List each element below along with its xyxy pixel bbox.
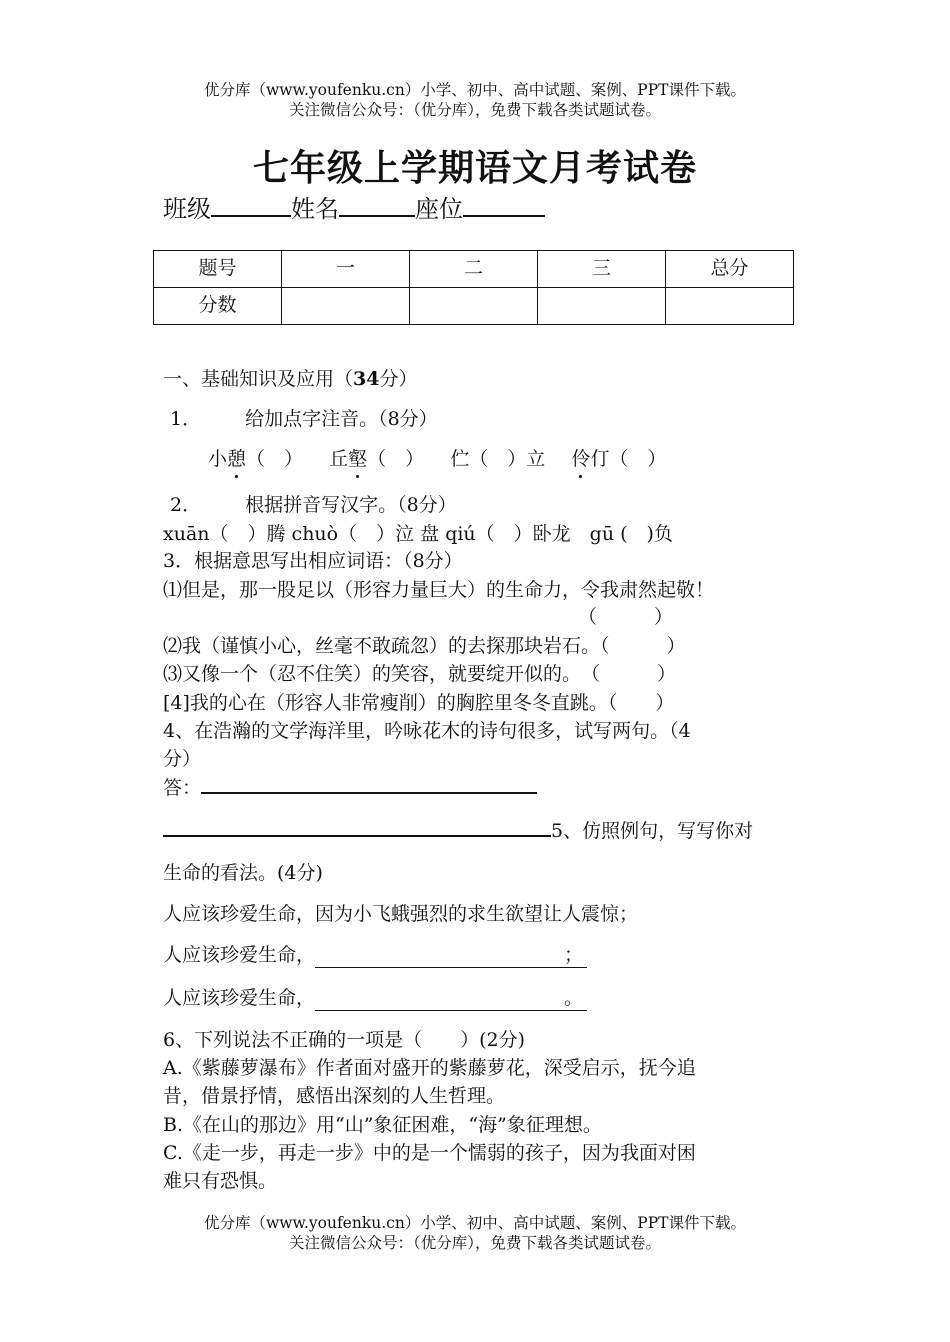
section-1-heading: 一、基础知识及应用（34分） [163, 368, 418, 390]
option-c-cont: 难只有恐惧。 [163, 1170, 278, 1192]
name-label: 姓名 [291, 195, 339, 223]
question-2 [170, 490, 457, 517]
option-a-cont: 昔，借景抒情，感悟出深刻的人生哲理。 [163, 1085, 506, 1107]
question-4-cont: 分） [163, 748, 202, 770]
student-info [163, 189, 545, 224]
question-4-answer [163, 773, 537, 800]
question-text: 给加点字注音。（8分） [245, 408, 438, 430]
score-input-cell[interactable] [666, 288, 794, 325]
list-item: 伶仃（ ） [571, 448, 666, 470]
question-5 [163, 816, 753, 843]
question-5-line-2: 人应该珍爱生命， 。 [163, 983, 587, 1011]
score-cell: 分数 [154, 288, 282, 325]
footer-line-2: 关注微信公众号：（优分库），免费下载各类试题试卷。 [288, 1234, 661, 1252]
seat-blank[interactable] [463, 215, 545, 217]
question-5-text: 5、仿照例句，写写你对 [551, 820, 754, 842]
option-a: A.《紫藤萝瀑布》作者面对盛开的紫藤萝花，深受启示，抚今追 [163, 1057, 696, 1079]
option-c: C.《走一步，再走一步》中的是一个懦弱的孩子，因为我面对困 [163, 1142, 696, 1164]
question-text: 根据拼音写汉字。（8分） [245, 494, 457, 516]
score-input-cell[interactable] [282, 288, 410, 325]
footer-line-1: 优分库（www.youfenku.cn）小学、初中、高中试题、案例、PPT课件下载。 [203, 1214, 747, 1232]
question-3-item-1: ⑴但是，那一股足以（形容力量巨大）的生命力，令我肃然起敬！ [163, 579, 715, 601]
question-3-item-3: ⑶又像一个（忍不住笑）的笑容，就要绽开似的。 （ ） [163, 663, 677, 685]
option-b: B.《在山的那边》用“山”象征困难，“海”象征理想。 [163, 1114, 602, 1136]
answer-line-2[interactable] [163, 835, 551, 837]
score-table-header-row [154, 251, 794, 288]
seat-label: 座位 [415, 195, 463, 223]
score-input-cell[interactable] [410, 288, 538, 325]
list-item: 伫（ ）立 [450, 448, 546, 470]
class-blank[interactable] [211, 215, 291, 217]
class-label: 班级 [163, 195, 211, 223]
question-number: 2． [170, 494, 202, 516]
name-blank[interactable] [339, 215, 415, 217]
score-table-score-row [154, 288, 794, 325]
question-number: 1． [170, 408, 202, 430]
question-3-item-2: ⑵我（谨慎小心，丝毫不敢疏忽）的去探那块岩石。（ ） [163, 635, 686, 657]
header-line-2: 关注微信公众号：（优分库），免费下载各类试题试卷。 [288, 101, 661, 119]
question-5-example: 人应该珍爱生命，因为小飞蛾强烈的求生欲望让人震惊； [163, 903, 639, 925]
header-line-1: 优分库（www.youfenku.cn）小学、初中、高中试题、案例、PPT课件下载。 [203, 81, 747, 99]
list-item: 丘壑（ ） [329, 448, 424, 470]
answer-label: 答： [163, 777, 202, 799]
answer-line-1[interactable] [201, 792, 537, 794]
question-2-line: xuān（ ）腾 chuò（ ）泣 盘 qiú（ ）卧龙 gū ( )负 [163, 523, 673, 545]
question-4: 4、在浩瀚的文学海洋里，吟咏花木的诗句很多，试写两句。（4 [163, 720, 691, 742]
score-input-cell[interactable] [538, 288, 666, 325]
score-table [153, 250, 794, 325]
score-cell: 三 [538, 251, 666, 288]
score-cell: 二 [410, 251, 538, 288]
score-cell: 一 [282, 251, 410, 288]
score-cell: 总分 [666, 251, 794, 288]
answer-blank[interactable]: 。 [315, 983, 587, 1011]
question-6: 6、下列说法不正确的一项是（ ）(2分) [163, 1029, 526, 1051]
question-5-line-1: 人应该珍爱生命， ； [163, 940, 587, 968]
question-1-items [208, 444, 666, 471]
question-3-item-1-blank: （ ） [578, 606, 674, 628]
question-3: 3．根据意思写出相应词语：（8分） [163, 550, 463, 572]
page-title: 七年级上学期语文月考试卷 [252, 148, 697, 189]
question-5-cont: 生命的看法。(4分) [163, 862, 323, 884]
question-1 [170, 404, 438, 431]
answer-blank[interactable]: ； [315, 940, 587, 968]
score-cell: 题号 [154, 251, 282, 288]
list-item: 小憩（ ） [208, 448, 303, 470]
question-3-item-4: [4]我的心在（形容人非常瘦削）的胸腔里冬冬直跳。（ ） [163, 692, 675, 714]
